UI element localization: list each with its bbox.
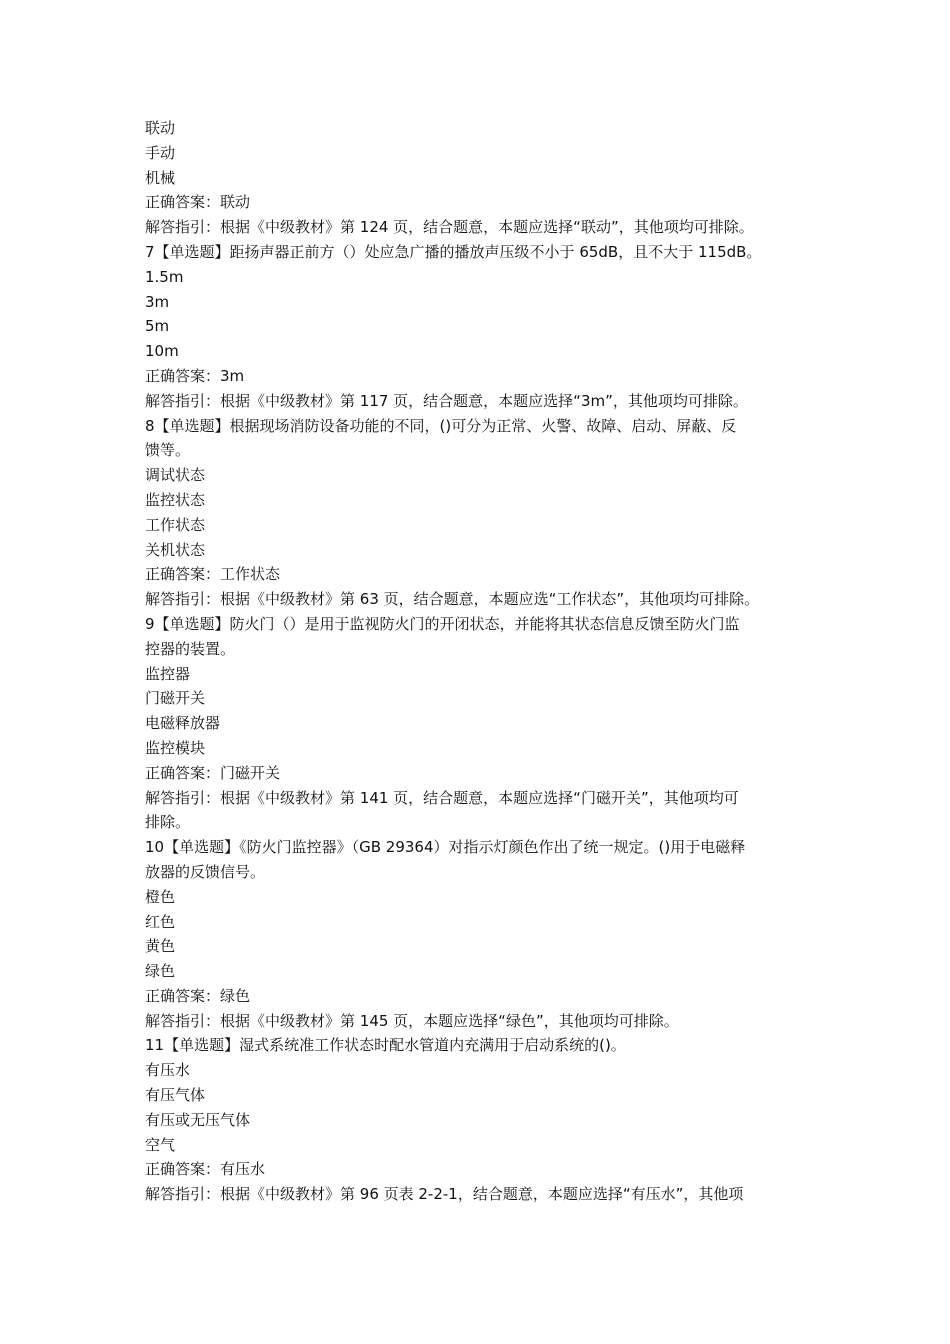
text-line: 橙色	[145, 887, 176, 906]
text-line: 解答指引：根据《中级教材》第 141 页，结合题意，本题应选择“门磁开关”，其他项均可	[145, 788, 739, 807]
text-line: 机械	[145, 168, 176, 187]
text-line: 5m	[145, 317, 170, 336]
text-line: 正确答案：3m	[145, 366, 245, 385]
text-line: 解答指引：根据《中级教材》第 124 页，结合题意，本题应选择“联动”，其他项均可排除。	[145, 218, 754, 237]
text-line: 正确答案：门磁开关	[145, 763, 281, 782]
text-line: 门磁开关	[145, 689, 206, 708]
text-line: 有压水	[145, 1061, 191, 1080]
text-line: 有压或无压气体	[145, 1110, 251, 1129]
text-line: 手动	[145, 143, 176, 162]
document-page	[145, 116, 810, 1207]
text-line: 3m	[145, 292, 170, 311]
text-line: 黄色	[145, 937, 176, 956]
text-line: 空气	[145, 1135, 176, 1154]
text-line: 解答指引：根据《中级教材》第 96 页表 2-2-1，结合题意，本题应选择“有压水”，其他项	[145, 1185, 744, 1204]
text-line: 正确答案：工作状态	[145, 565, 281, 584]
text-line: 关机状态	[145, 540, 206, 559]
text-line: 监控模块	[145, 738, 206, 757]
text-line: 正确答案：绿色	[145, 986, 251, 1005]
text-line: 调试状态	[145, 466, 206, 485]
text-line: 正确答案：有压水	[145, 1160, 266, 1179]
text-line: 控器的装置。	[145, 639, 236, 658]
text-line: 馈等。	[145, 441, 191, 460]
text-line: 9【单选题】防火门（）是用于监视防火门的开闭状态，并能将其状态信息反馈至防火门监	[145, 614, 740, 633]
text-line: 联动	[145, 119, 176, 137]
text-line: 排除。	[145, 813, 191, 832]
text-line: 红色	[145, 912, 176, 931]
text-line: 10m	[145, 342, 179, 361]
text-line: 绿色	[145, 962, 176, 981]
text-line: 电磁释放器	[145, 714, 221, 733]
text-line: 解答指引：根据《中级教材》第 145 页，本题应选择“绿色”，其他项均可排除。	[145, 1011, 679, 1030]
text-line: 正确答案：联动	[145, 193, 251, 212]
text-line: 解答指引：根据《中级教材》第 63 页，结合题意，本题应选“工作状态”，其他项均可排除。	[145, 590, 760, 609]
text-line: 解答指引：根据《中级教材》第 117 页，结合题意，本题应选择“3m”，其他项均可排除。	[145, 391, 748, 410]
text-line: 10【单选题】《防火门监控器》（GB 29364）对指示灯颜色作出了统一规定。()用于电磁释	[145, 838, 746, 857]
text-line: 监控状态	[145, 490, 206, 509]
text-line: 8【单选题】根据现场消防设备功能的不同，()可分为正常、火警、故障、启动、屏蔽、反	[145, 416, 737, 435]
text-line: 11【单选题】湿式系统准工作状态时配水管道内充满用于启动系统的()。	[145, 1036, 626, 1055]
text-line: 7【单选题】距扬声器正前方（）处应急广播的播放声压级不小于 65dB，且不大于 115dB。	[145, 242, 762, 261]
text-line: 有压气体	[145, 1086, 206, 1105]
text-line: 监控器	[145, 664, 191, 683]
text-line: 工作状态	[145, 515, 206, 534]
text-line: 1.5m	[145, 267, 184, 286]
text-line: 放器的反馈信号。	[145, 862, 266, 881]
